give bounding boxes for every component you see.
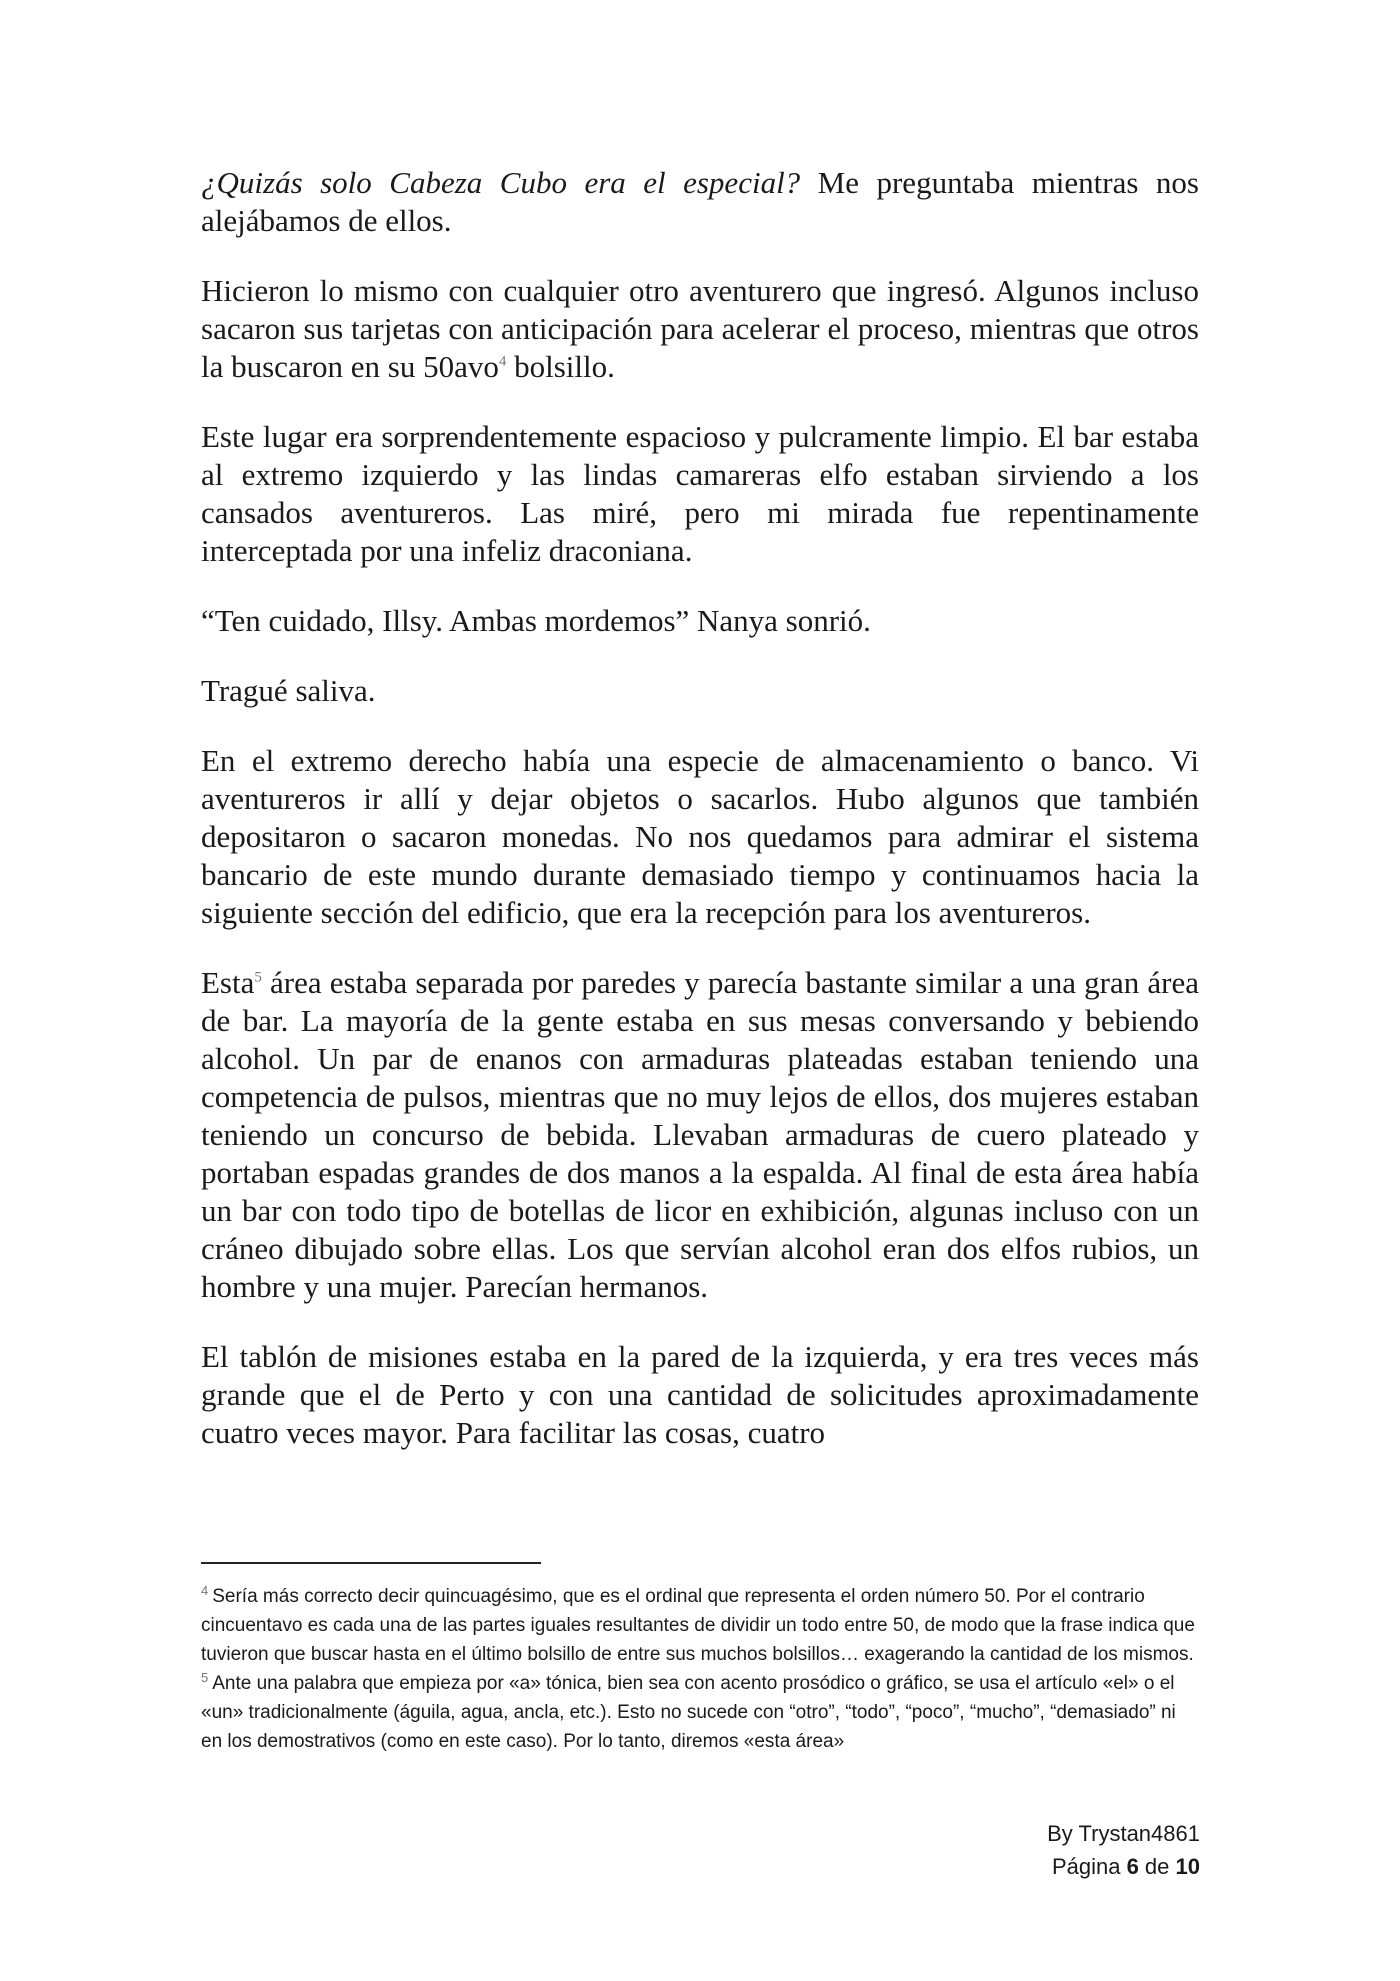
author-credit: By Trystan4861 (1047, 1821, 1200, 1846)
paragraph-7-text-a: Esta (201, 965, 255, 1000)
paragraph-7 (201, 964, 1199, 1306)
italic-thought: ¿Quizás solo Cabeza Cubo era el especial? (201, 165, 801, 200)
paragraph-5: Tragué saliva. (201, 673, 376, 708)
paragraph-2-text-b: bolsillo. (506, 349, 615, 384)
paragraph-2 (201, 272, 1199, 386)
paragraph-4: “Ten cuidado, Illsy. Ambas mordemos” Nanya sonrió. (201, 603, 871, 638)
footnote-5-mark: 5 (201, 1669, 209, 1685)
page-footer (1047, 1817, 1200, 1883)
footnotes (201, 1582, 1201, 1756)
footnote-4-text: Sería más correcto decir quincuagésimo, que es el ordinal que representa el orden número 50. Por el contrario cincuentavo es cada una de las partes iguales resultantes de dividir un todo entre 50, de modo que la frase indica que tuvieron que buscar hasta en el último bolsillo de entre sus muchos bolsillos… exagerando la cantidad de los mismos. (201, 1586, 1195, 1665)
paragraph-3: Este lugar era sorprendentemente espacioso y pulcramente limpio. El bar estaba al extremo izquierdo y las lindas camareras elfo estaban sirviendo a los cansados aventureros. Las miré, pero mi mirada fue repentinamente interceptada por una infeliz draconiana. (201, 419, 1199, 568)
body-text (201, 164, 1199, 1452)
page-total: 10 (1175, 1854, 1200, 1879)
footnote-divider (201, 1562, 541, 1564)
page-label: Página (1051, 1854, 1127, 1879)
paragraph-1-rest: Me preguntaba mientras nos alejábamos de ellos. (201, 165, 1199, 238)
page-number (1047, 1850, 1200, 1883)
page-separator: de (1138, 1854, 1176, 1879)
paragraph-2-text-a: Hicieron lo mismo con cualquier otro aventurero que ingresó. Algunos incluso sacaron sus tarjetas con anticipación para acelerar el proceso, mientras que otros la buscaron en su 50avo (201, 273, 1199, 384)
footnote-ref-5[interactable]: 5 (254, 969, 262, 986)
page-current: 6 (1126, 1854, 1139, 1879)
footnote-ref-4[interactable]: 4 (498, 353, 507, 370)
footnote-4-mark: 4 (201, 1582, 209, 1598)
footnote-5-text: Ante una palabra que empieza por «a» tónica, bien sea con acento prosódico o gráfico, se usa el artículo «el» o el «un» tradicionalmente (águila, agua, ancla, etc.). Esto no sucede con “otro”, “todo”, “poco”, “mucho”, “demasiado” ni en los demostrativos (como en este caso). Por lo tanto, diremos «esta área» (201, 1673, 1176, 1752)
paragraph-7-text-b: área estaba separada por paredes y parecía bastante similar a una gran área de bar. La mayoría de la gente estaba en sus mesas conversando y bebiendo alcohol. Un par de enanos con armaduras plateadas estaban teniendo una competencia de pulsos, mientras que no muy lejos de ellos, dos mujeres estaban teniendo un concurso de bebida. Llevaban armaduras de cuero plateado y portaban espadas grandes de dos manos a la espalda. Al final de esta área había un bar con todo tipo de botellas de licor en exhibición, algunas incluso con un cráneo dibujado sobre ellas. Los que servían alcohol eran dos elfos rubios, un hombre y una mujer. Parecían hermanos. (201, 965, 1199, 1304)
footnote-5 (201, 1669, 1201, 1756)
footnote-4 (201, 1582, 1201, 1669)
paragraph-1 (201, 164, 1199, 240)
paragraph-6: En el extremo derecho había una especie de almacenamiento o banco. Vi aventureros ir allí y dejar objetos o sacarlos. Hubo algunos que también depositaron o sacaron monedas. No nos quedamos para admirar el sistema bancario de este mundo durante demasiado tiempo y continuamos hacia la siguiente sección del edificio, que era la recepción para los aventureros. (201, 743, 1199, 930)
paragraph-8: El tablón de misiones estaba en la pared de la izquierda, y era tres veces más grande que el de Perto y con una cantidad de solicitudes aproximadamente cuatro veces mayor. Para facilitar las cosas, cuatro (201, 1339, 1199, 1450)
